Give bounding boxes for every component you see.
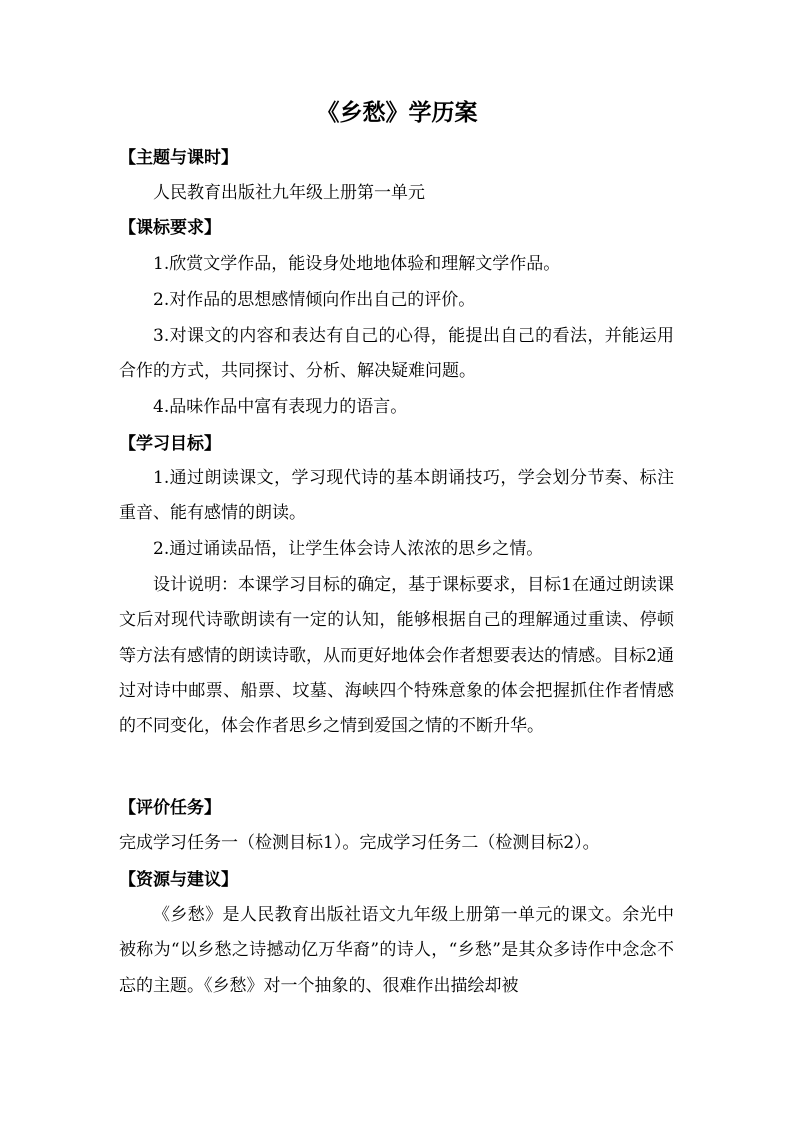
standard-item-2: 2.对作品的思想感情倾向作出自己的评价。	[153, 290, 476, 310]
resources-text: 《乡愁》是人民教育出版社语文九年级上册第一单元的课文。余光中被称为“以乡愁之诗撼动亿万华裔”的诗人，“乡愁”是其众多诗作中念念不忘的主题。《乡愁》对一个抽象的、很难作出描绘却被	[119, 905, 674, 996]
standard-item-1: 1.欣赏文学作品，能设身处地地体验和理解文学作品。	[153, 254, 561, 274]
goal-item-1: 1.通过朗读课文，学习现代诗的基本朗诵技巧，学会划分节奏、标注重音、能有感情的朗读。	[119, 468, 674, 524]
theme-text: 人民教育出版社九年级上册第一单元	[153, 183, 425, 203]
heading-resources: 【资源与建议】	[119, 870, 238, 890]
standard-item-3: 3.对课文的内容和表达有自己的心得，能提出自己的看法，并能运用合作的方式，共同探讨、分析、解决疑难问题。	[119, 326, 674, 382]
document-title: 《乡愁》学历案	[316, 99, 478, 126]
heading-theme: 【主题与课时】	[119, 148, 238, 168]
design-note: 设计说明：本课学习目标的确定，基于课标要求，目标1在通过朗读课文后对现代诗歌朗读有一定的认知，能够根据自己的理解通过重读、停顿等方法有感情的朗读诗歌，从而更好地体会作者想要表达的情感。目标2通过对诗中邮票、船票、坟墓、海峡四个特殊意象的体会把握抓住作者情感的不同变化，体会作者思乡之情到爱国之情的不断升华。	[119, 575, 674, 737]
heading-evaluation: 【评价任务】	[119, 798, 221, 818]
standard-item-4: 4.品味作品中富有表现力的语言。	[153, 397, 408, 417]
heading-goals: 【学习目标】	[119, 434, 221, 454]
heading-standards: 【课标要求】	[119, 218, 221, 238]
goal-item-2: 2.通过诵读品悟，让学生体会诗人浓浓的思乡之情。	[153, 539, 544, 559]
evaluation-text: 完成学习任务一（检测目标1）。完成学习任务二（检测目标2）。	[119, 833, 600, 853]
